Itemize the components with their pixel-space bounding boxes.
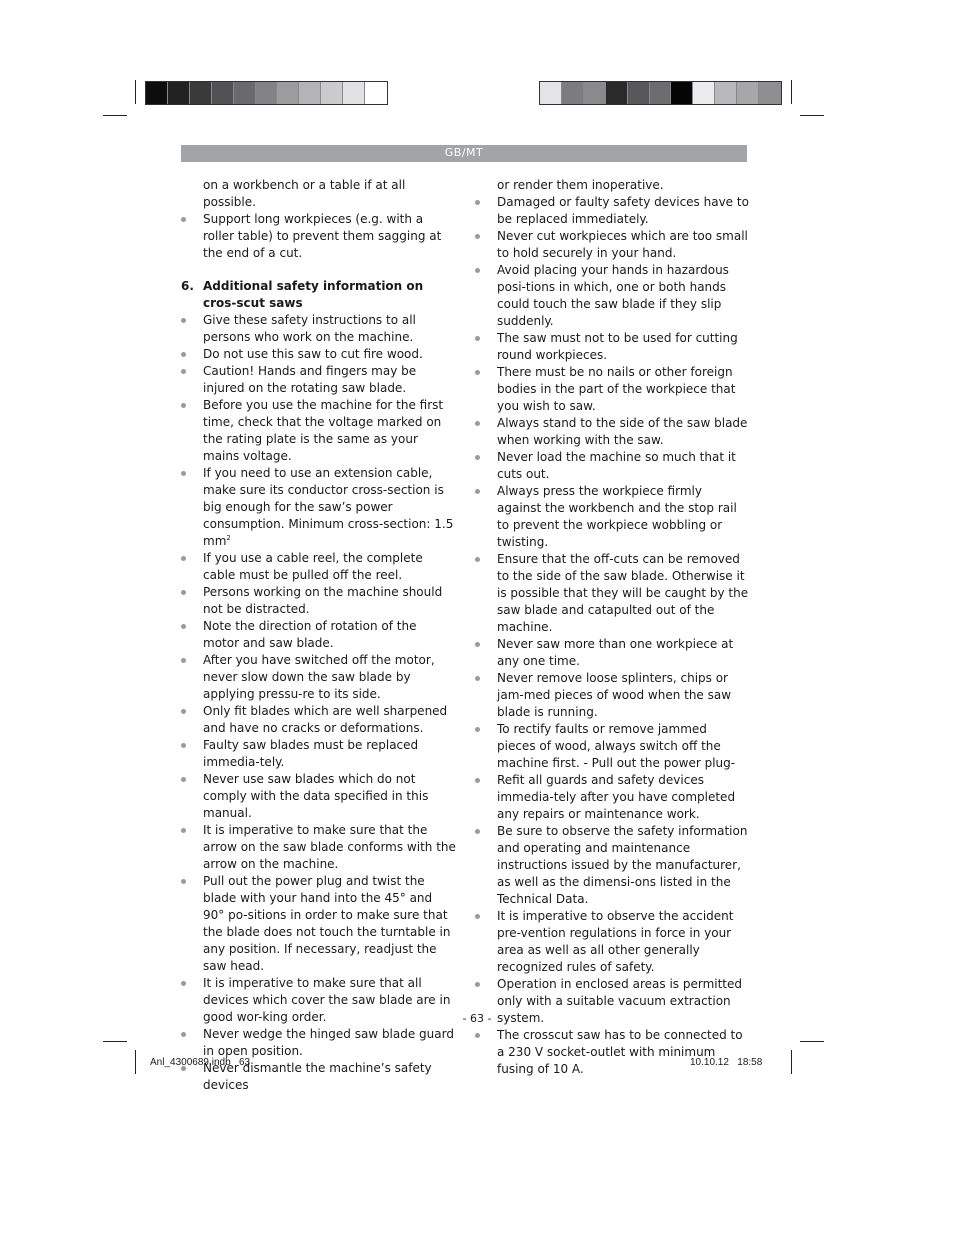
bullet-text: It is imperative to observe the accident pre-vention regulations in force in your area as well as all other generally recognized rules of safety. xyxy=(497,909,734,974)
bullet-text: To rectify faults or remove jammed pieces of wood, always switch off the machine first. - Pull out the power plug- xyxy=(497,722,736,770)
color-swatch xyxy=(584,82,606,104)
bullet-text: Caution! Hands and fingers may be injured on the rotating saw blade. xyxy=(203,364,417,395)
bullet-dot-icon xyxy=(475,455,480,460)
language-header-bar xyxy=(181,145,747,162)
bullet-item xyxy=(181,312,456,346)
bullet-dot-icon xyxy=(181,1032,186,1037)
bullet-dot-icon xyxy=(475,370,480,375)
color-swatch xyxy=(343,82,365,104)
bullet-text: Note the direction of rotation of the motor and saw blade. xyxy=(203,619,417,650)
bullet-item xyxy=(475,636,749,670)
bullet-text: Never use saw blades which do not comply with the data specified in this manual. xyxy=(203,772,429,820)
bullet-dot-icon xyxy=(181,879,186,884)
bullet-item xyxy=(181,584,456,618)
crop-mark xyxy=(800,115,824,116)
bullet-text: Always press the workpiece firmly against the workbench and the stop rail to prevent the workpiece wobbling or twisting. xyxy=(497,484,737,549)
color-swatch xyxy=(168,82,190,104)
bullet-dot-icon xyxy=(181,590,186,595)
bullet-item xyxy=(475,364,749,415)
bullet-item xyxy=(475,772,749,823)
crop-mark xyxy=(791,80,792,104)
color-swatch xyxy=(299,82,321,104)
bullet-text: Damaged or faulty safety devices have to be replaced immediately. xyxy=(497,195,749,226)
section-heading xyxy=(181,278,456,312)
color-swatch xyxy=(671,82,693,104)
color-swatch xyxy=(540,82,562,104)
color-swatch xyxy=(715,82,737,104)
bullet-dot-icon xyxy=(475,489,480,494)
bullet-item xyxy=(181,737,456,771)
bullet-item xyxy=(475,551,749,636)
bullet-item xyxy=(181,363,456,397)
bullet-text: It is imperative to make sure that the arrow on the saw blade conforms with the arrow on the machine. xyxy=(203,823,456,871)
bullet-text: Only fit blades which are well sharpened and have no cracks or deformations. xyxy=(203,704,448,735)
color-swatch xyxy=(277,82,299,104)
bullet-text: Give these safety instructions to all persons who work on the machine. xyxy=(203,313,416,344)
bullet-item xyxy=(475,908,749,976)
footer-file-info: Anl_4300689.indb 63 xyxy=(150,1057,251,1068)
crop-mark xyxy=(135,1050,136,1074)
color-swatch xyxy=(256,82,278,104)
bullet-item xyxy=(475,194,749,228)
superscript: 2 xyxy=(226,534,231,542)
bullet-text: Be sure to observe the safety information and operating and maintenance instructions issued by the manufacturer, as well as the dimensi-ons listed in the Technical Data. xyxy=(497,824,748,906)
bullet-dot-icon xyxy=(181,709,186,714)
bullet-item xyxy=(475,670,749,721)
crop-mark xyxy=(800,1041,824,1042)
bullet-text: Never dismantle the machine’s safety devices xyxy=(203,1061,432,1092)
bullet-text: Refit all guards and safety devices immedia-tely after you have completed any repairs or maintenance work. xyxy=(497,773,736,821)
continuation-text: or render them inoperative. xyxy=(497,178,664,192)
bullet-dot-icon xyxy=(181,658,186,663)
bullet-dot-icon xyxy=(475,676,480,681)
bullet-text: The saw must not to be used for cutting round workpieces. xyxy=(497,331,738,362)
color-swatch xyxy=(234,82,256,104)
bullet-text: It is imperative to make sure that all devices which cover the saw blade are in good wor-king order. xyxy=(203,976,451,1024)
bullet-text: Always stand to the side of the saw blade when working with the saw. xyxy=(497,416,748,447)
bullet-item xyxy=(475,449,749,483)
bullet-item xyxy=(181,771,456,822)
bullet-dot-icon xyxy=(181,217,186,222)
bullet-item xyxy=(475,721,749,772)
bullet-dot-icon xyxy=(475,642,480,647)
color-swatch xyxy=(650,82,672,104)
color-swatch xyxy=(321,82,343,104)
bullet-dot-icon xyxy=(475,982,480,987)
bullet-dot-icon xyxy=(475,914,480,919)
bullet-item xyxy=(181,703,456,737)
color-swatch xyxy=(190,82,212,104)
bullet-dot-icon xyxy=(181,828,186,833)
bullet-item xyxy=(181,873,456,975)
bullet-text: Do not use this saw to cut fire wood. xyxy=(203,347,423,361)
bullet-text: Ensure that the off-cuts can be removed to the side of the saw blade. Otherwise it is possible that they will be caught by the saw blade and catapulted out of the machine. xyxy=(497,552,749,634)
bullet-item xyxy=(181,397,456,465)
bullet-text: If you use a cable reel, the complete cable must be pulled off the reel. xyxy=(203,551,423,582)
bullet-dot-icon xyxy=(475,1033,480,1038)
crop-mark xyxy=(791,1050,792,1074)
color-swatch xyxy=(759,82,781,104)
bullet-item xyxy=(475,823,749,908)
bullet-text: Before you use the machine for the first time, check that the voltage marked on the rating plate is the same as your mains voltage. xyxy=(203,398,444,463)
bullet-text: Never load the machine so much that it cuts out. xyxy=(497,450,736,481)
color-swatch xyxy=(212,82,234,104)
bullet-item xyxy=(181,652,456,703)
bullet-item xyxy=(181,346,456,363)
bullet-dot-icon xyxy=(181,318,186,323)
page-number: - 63 - xyxy=(462,1012,492,1025)
bullet-dot-icon xyxy=(181,403,186,408)
bullet-dot-icon xyxy=(475,234,480,239)
bullet-list xyxy=(181,312,456,1094)
bullet-dot-icon xyxy=(181,981,186,986)
section-title: Additional safety information on cros-scut saws xyxy=(203,279,424,310)
bullet-text: Never saw more than one workpiece at any one time. xyxy=(497,637,734,668)
color-swatch xyxy=(737,82,759,104)
color-swatch xyxy=(562,82,584,104)
bullet-text: There must be no nails or other foreign bodies in the part of the workpiece that you wish to saw. xyxy=(497,365,736,413)
color-bar-right xyxy=(539,81,782,105)
bullet-item xyxy=(475,1027,749,1078)
bullet-list xyxy=(475,194,749,1078)
left-column xyxy=(181,177,456,1094)
bullet-item xyxy=(475,228,749,262)
bullet-dot-icon xyxy=(181,624,186,629)
bullet-dot-icon xyxy=(181,471,186,476)
bullet-item xyxy=(181,550,456,584)
bullet-dot-icon xyxy=(181,777,186,782)
bullet-item xyxy=(181,211,456,262)
bullet-text: The crosscut saw has to be connected to a 230 V socket-outlet with minimum fusing of 10 A. xyxy=(497,1028,743,1076)
language-label: GB/MT xyxy=(444,146,484,159)
color-swatch xyxy=(365,82,387,104)
bullet-text: Never cut workpieces which are too small to hold securely in your hand. xyxy=(497,229,748,260)
bullet-text: After you have switched off the motor, never slow down the saw blade by applying pressu-re to its side. xyxy=(203,653,435,701)
bullet-dot-icon xyxy=(475,829,480,834)
crop-mark xyxy=(103,115,127,116)
bullet-dot-icon xyxy=(181,369,186,374)
bullet-dot-icon xyxy=(181,743,186,748)
bullet-item xyxy=(475,483,749,551)
bullet-item xyxy=(181,618,456,652)
section-number: 6. xyxy=(181,279,194,293)
bullet-dot-icon xyxy=(475,336,480,341)
color-bar-left xyxy=(145,81,388,105)
bullet-item xyxy=(181,1026,456,1060)
bullet-text: Persons working on the machine should not be distracted. xyxy=(203,585,443,616)
color-swatch xyxy=(628,82,650,104)
bullet-dot-icon xyxy=(475,778,480,783)
bullet-text: Operation in enclosed areas is permitted only with a suitable vacuum extraction system. xyxy=(497,977,742,1025)
bullet-dot-icon xyxy=(181,352,186,357)
color-swatch xyxy=(606,82,628,104)
crop-mark xyxy=(135,80,136,104)
bullet-item xyxy=(475,262,749,330)
bullet-text: Support long workpieces (e.g. with a roller table) to prevent them sagging at the end of a cut. xyxy=(203,212,442,260)
bullet-dot-icon xyxy=(475,268,480,273)
bullet-dot-icon xyxy=(181,556,186,561)
bullet-item xyxy=(475,415,749,449)
bullet-text: Never wedge the hinged saw blade guard in open position. xyxy=(203,1027,454,1058)
bullet-text: If you need to use an extension cable, make sure its conductor cross-section is big enough for the saw’s power consumption. Minimum cross-section: 1.5 mm xyxy=(203,466,454,548)
bullet-list xyxy=(181,211,456,262)
bullet-dot-icon xyxy=(475,421,480,426)
color-swatch xyxy=(146,82,168,104)
continuation-text: on a workbench or a table if at all possible. xyxy=(203,178,406,209)
crop-mark xyxy=(103,1041,127,1042)
bullet-item xyxy=(181,465,456,550)
color-swatch xyxy=(693,82,715,104)
bullet-dot-icon xyxy=(475,200,480,205)
bullet-text: Avoid placing your hands in hazardous posi-tions in which, one or both hands could touch the saw blade if they slip suddenly. xyxy=(497,263,729,328)
bullet-dot-icon xyxy=(475,727,480,732)
bullet-item xyxy=(475,330,749,364)
bullet-text: Pull out the power plug and twist the blade with your hand into the 45° and 90° po-sitions in order to make sure that the blade does not touch the turntable in any position. If necessary, readjust the saw head. xyxy=(203,874,451,973)
bullet-text: Faulty saw blades must be replaced immedia-tely. xyxy=(203,738,419,769)
footer-date-info: 10.10.12 18:58 xyxy=(690,1057,763,1068)
bullet-dot-icon xyxy=(475,557,480,562)
right-column xyxy=(475,177,749,1078)
bullet-text: Never remove loose splinters, chips or jam-med pieces of wood when the saw blade is running. xyxy=(497,671,732,719)
bullet-item xyxy=(181,822,456,873)
